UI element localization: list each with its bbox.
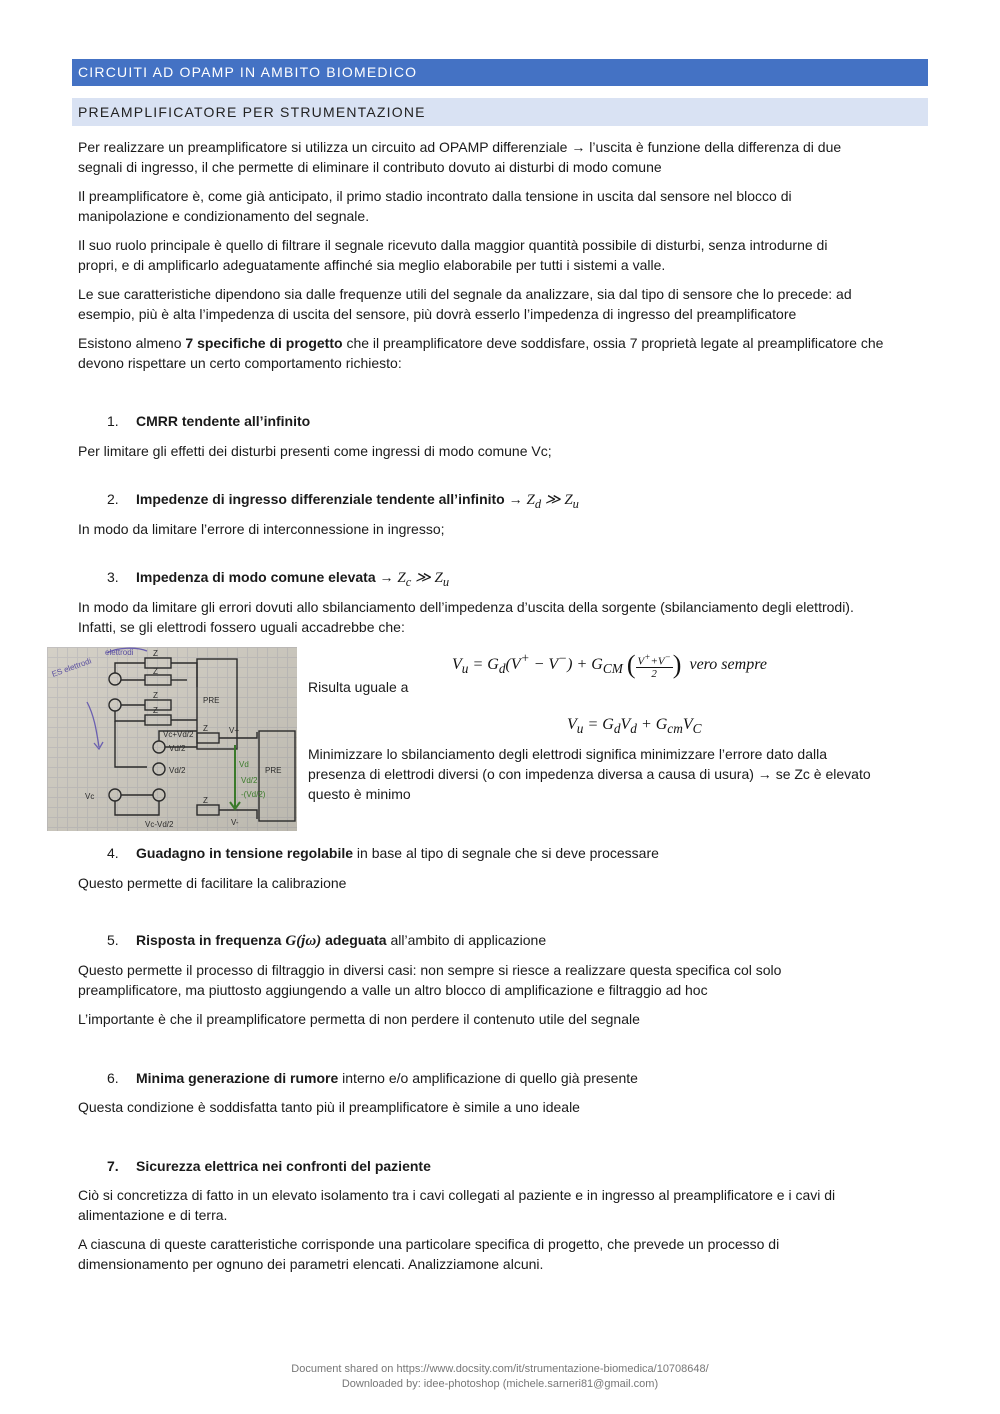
formula-explanation: Minimizzare lo sbilanciamento degli elettrodi significa minimizzare l’errore dato dalla presenza di elettrodi diversi (o con impedenza diversa a causa di usura) → se Zc è elevato questo è minimo [308,746,871,802]
circuit-sketch-photo [47,647,297,831]
intro-paragraph-4: Le sue caratteristiche dipendono sia dalle frequenze utili del segnale da analizzare, sia dal tipo di sensore che lo precede: ad esempio, più è alta l’impedenza di uscita del sensore, più dovrà esserlo l’impedenza di ingresso del preamplificatore [78,286,852,322]
formula-simplified: $V_u = G_dV_d + G_{cm}V_C$ [567,716,702,737]
sketch-label-pre-right: PRE [265,766,282,775]
formula-connector-text: Risulta uguale a [308,679,409,695]
impedance-relation-zd: $Z_d$ ≫ $Z_u$ [526,492,579,511]
sketch-label-vd2-b: Vd/2 [169,766,186,775]
intro-paragraph-1: Per realizzare un preamplificatore si utilizza un circuito ad OPAMP differenziale → l’uscita è funzione della differenza di due segnali di ingresso, il che permette di eliminare il contributo dovuto ai disturbi di modo comune [78,139,842,175]
section-title: CIRCUITI AD OPAMP IN AMBITO BIOMEDICO [72,59,928,86]
sketch-label-vc-minus-vd2: Vc-Vd/2 [145,820,174,829]
closing-paragraph: A ciascuna di queste caratteristiche corrisponde una particolare specifica di progetto, che prevede un processo di dimensionamento per ognuno dei parametri elencati. Analizziamone alcuni. [78,1236,780,1272]
sketch-label-vd2-c: Vd/2 [241,776,258,785]
footer-download-line: Downloaded by: idee-photoshop (michele.sarneri81@gmail.com) [341,1378,659,1390]
arrow-right-icon: → [379,569,394,585]
circuit-sketch [47,647,297,831]
spec-item-7-desc: Ciò si concretizza di fatto in un elevato isolamento tra i cavi collegati al paziente e in ingresso al preamplificatore e i cavi di alimentazione e di terra. [78,1187,836,1223]
spec-item-2: 2. Impedenze di ingresso differenziale tendente all’infinito → $Z_d$ ≫ $Z_u$ [107,491,579,511]
arrow-right-icon: → [508,491,523,507]
sketch-label-neg-vd2: -(Vd/2) [241,790,266,799]
intro-paragraph-3: Il suo ruolo principale è quello di filtrare il segnale ricevuto dalla maggior quantità possibile di disturbi, senza introdurne di propri, e di amplificarlo adeguatamente affinché sia meglio elaborabile per tutti i sistemi a valle. [78,237,828,273]
spec-item-3: 3. Impedenza di modo comune elevata → $Z_c$ ≫ $Z_u$ [107,569,450,589]
arrow-right-icon: → [571,139,586,155]
sketch-label-elettrodi: elettrodi [105,648,134,657]
sketch-label-vc-vd2: Vc+Vd/2 [163,730,194,739]
spec-item-5-desc: Questo permette il processo di filtraggio in diversi casi: non sempre si riesce a realizzare questa specifica col solo preamplificatore, ma piuttosto aggiungendo a valle un altro blocco di amplificazione e filtraggio ad hoc [78,962,782,998]
spec-item-5-note: L’importante è che il preamplificatore permetta di non perdere il contenuto utile del segnale [78,1011,640,1027]
sketch-label-z2: Z [153,667,158,676]
spec-item-4-desc: Questo permette di facilitare la calibrazione [78,875,347,891]
sketch-label-pre-top: PRE [203,696,220,705]
subsection-title: PREAMPLIFICATORE PER STRUMENTAZIONE [72,98,928,126]
sketch-label-z1: Z [153,649,158,658]
formula-note: vero sempre [689,656,767,673]
spec-item-7: 7. Sicurezza elettrica nei confronti del paziente [107,1158,431,1174]
spec-item-5: 5. Risposta in frequenza G(jω) adeguata all’ambito di applicazione [107,932,547,949]
sketch-label-vc: Vc [85,792,95,801]
spec-item-6-desc: Questa condizione è soddisfatta tanto più il preamplificatore è simile a uno ideale [78,1099,580,1115]
sketch-label-z3: Z [153,691,158,700]
sketch-label-vminus: V- [231,818,239,827]
sketch-label-z6: Z [203,796,208,805]
intro-paragraph-2: Il preamplificatore è, come già anticipato, il primo stadio incontrato dalla tensione in uscita dal sensore nel blocco di manipolazione e condizionamento del segnale. [78,188,792,224]
footer-share-line: Document shared on https://www.docsity.com/it/strumentazione-biomedica/10708648/ [291,1363,709,1375]
spec-item-6: 6. Minima generazione di rumore interno e/o amplificazione di quello già presente [107,1070,638,1086]
sketch-label-z5: Z [203,724,208,733]
sketch-label-vd: Vd [239,760,249,769]
spec-item-4: 4. Guadagno in tensione regolabile in base al tipo di segnale che si deve processare [107,845,659,861]
sketch-label-es-elettrodi: ES elettrodi [50,656,93,679]
sketch-label-vplus: V+ [229,726,240,735]
impedance-relation-zc: $Z_c$ ≫ $Z_u$ [397,570,450,589]
spec-item-1-desc: Per limitare gli effetti dei disturbi presenti come ingressi di modo comune Vc; [78,443,552,459]
spec-item-3-desc: In modo da limitare gli errori dovuti allo sbilanciamento dell’impedenza d’uscita della sorgente (sbilanciamento degli elettrodi). Infatti, se gli elettrodi fossero uguali accadrebbe che: [78,599,854,635]
sketch-label-vd2-a: Vd/2 [169,744,186,753]
formula-general: $V_u = G_d(V^+ - V^-) + G_{CM}$ ( $\frac{V^++V^-}{2}$ ) vero sempre [452,650,767,681]
spec-item-2-desc: In modo da limitare l’errore di interconnessione in ingresso; [78,521,445,537]
spec-item-1: 1. CMRR tendente all’infinito [107,413,311,429]
arrow-right-icon: → [757,766,772,782]
transfer-function-symbol: G(jω) [285,933,322,949]
intro-paragraph-5: Esistono almeno 7 specifiche di progetto che il preamplificatore deve soddisfare, ossia 7 proprietà legate al preamplificatore che devono rispettare un certo comportamento richiesto: [78,335,884,371]
sketch-label-z4: Z [153,706,158,715]
